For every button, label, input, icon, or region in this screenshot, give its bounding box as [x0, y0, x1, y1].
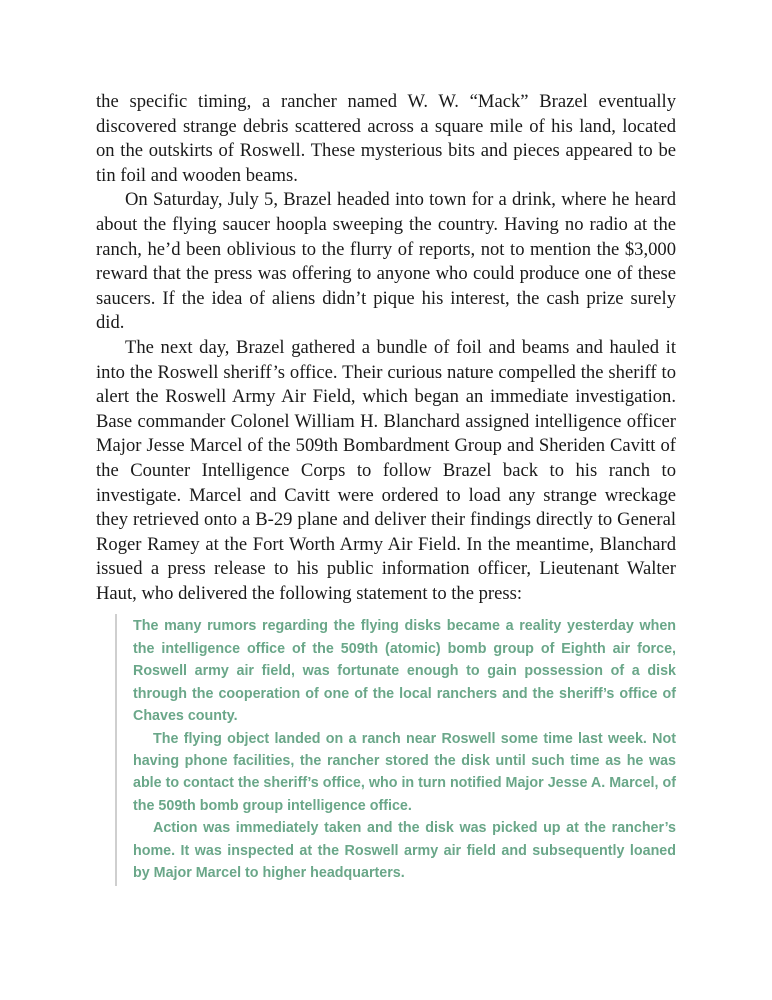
body-paragraph: On Saturday, July 5, Brazel headed into town for a drink, where he heard about the flying saucer hoopla sweeping the country. Having no radio at the ranch, he’d been oblivious to the flurry of reports, not to mention the $3,000 reward that the press was offering to anyone who could produce one of these saucers. If the idea of aliens didn’t pique his interest, the cash prize surely did.: [96, 189, 676, 334]
document-page: [96, 90, 676, 886]
body-paragraph: The next day, Brazel gathered a bundle of foil and beams and hauled it into the Roswell sheriff’s office. Their curious nature compelled the sheriff to alert the Roswell Army Air Field, which began an immediate investigation. Base commander Colonel William H. Blanchard assigned intelligence officer Major Jesse Marcel of the 509th Bombardment Group and Sheriden Cavitt of the Counter Intelligence Corps to follow Brazel back to his ranch to investigate. Marcel and Cavitt were ordered to load any strange wreckage they retrieved onto a B-29 plane and deliver their findings directly to General Roger Ramey at the Fort Worth Army Air Field. In the meantime, Blanchard issued a press release to his public information officer, Lieutenant Walter Haut, who delivered the following statement to the press:: [96, 336, 676, 604]
quote-paragraph: The many rumors regarding the flying disks became a reality yesterday when the intelligence office of the 509th (atomic) bomb group of Eighth air force, Roswell army air field, was fortunate enough to gain possession of a disk through the cooperation of one of the local ranchers and the sheriff’s office of Chaves county.: [133, 618, 676, 725]
body-paragraph: the specific timing, a rancher named W. W. “Mack” Brazel eventually discovered strange debris scattered across a square mile of his land, located on the outskirts of Roswell. These mysterious bits and pieces appeared to be tin foil and wooden beams.: [96, 91, 676, 186]
quote-paragraph: The flying object landed on a ranch near Roswell some time last week. Not having phone facilities, the rancher stored the disk until such time as he was able to contact the sheriff’s office, who in turn notified Major Jesse A. Marcel, of the 509th bomb group intelligence office.: [133, 730, 676, 814]
block-quote: [115, 614, 676, 886]
quote-paragraph: Action was immediately taken and the disk was picked up at the rancher’s home. It was inspected at the Roswell army air field and subsequently loaned by Major Marcel to higher headquarters.: [133, 820, 676, 881]
